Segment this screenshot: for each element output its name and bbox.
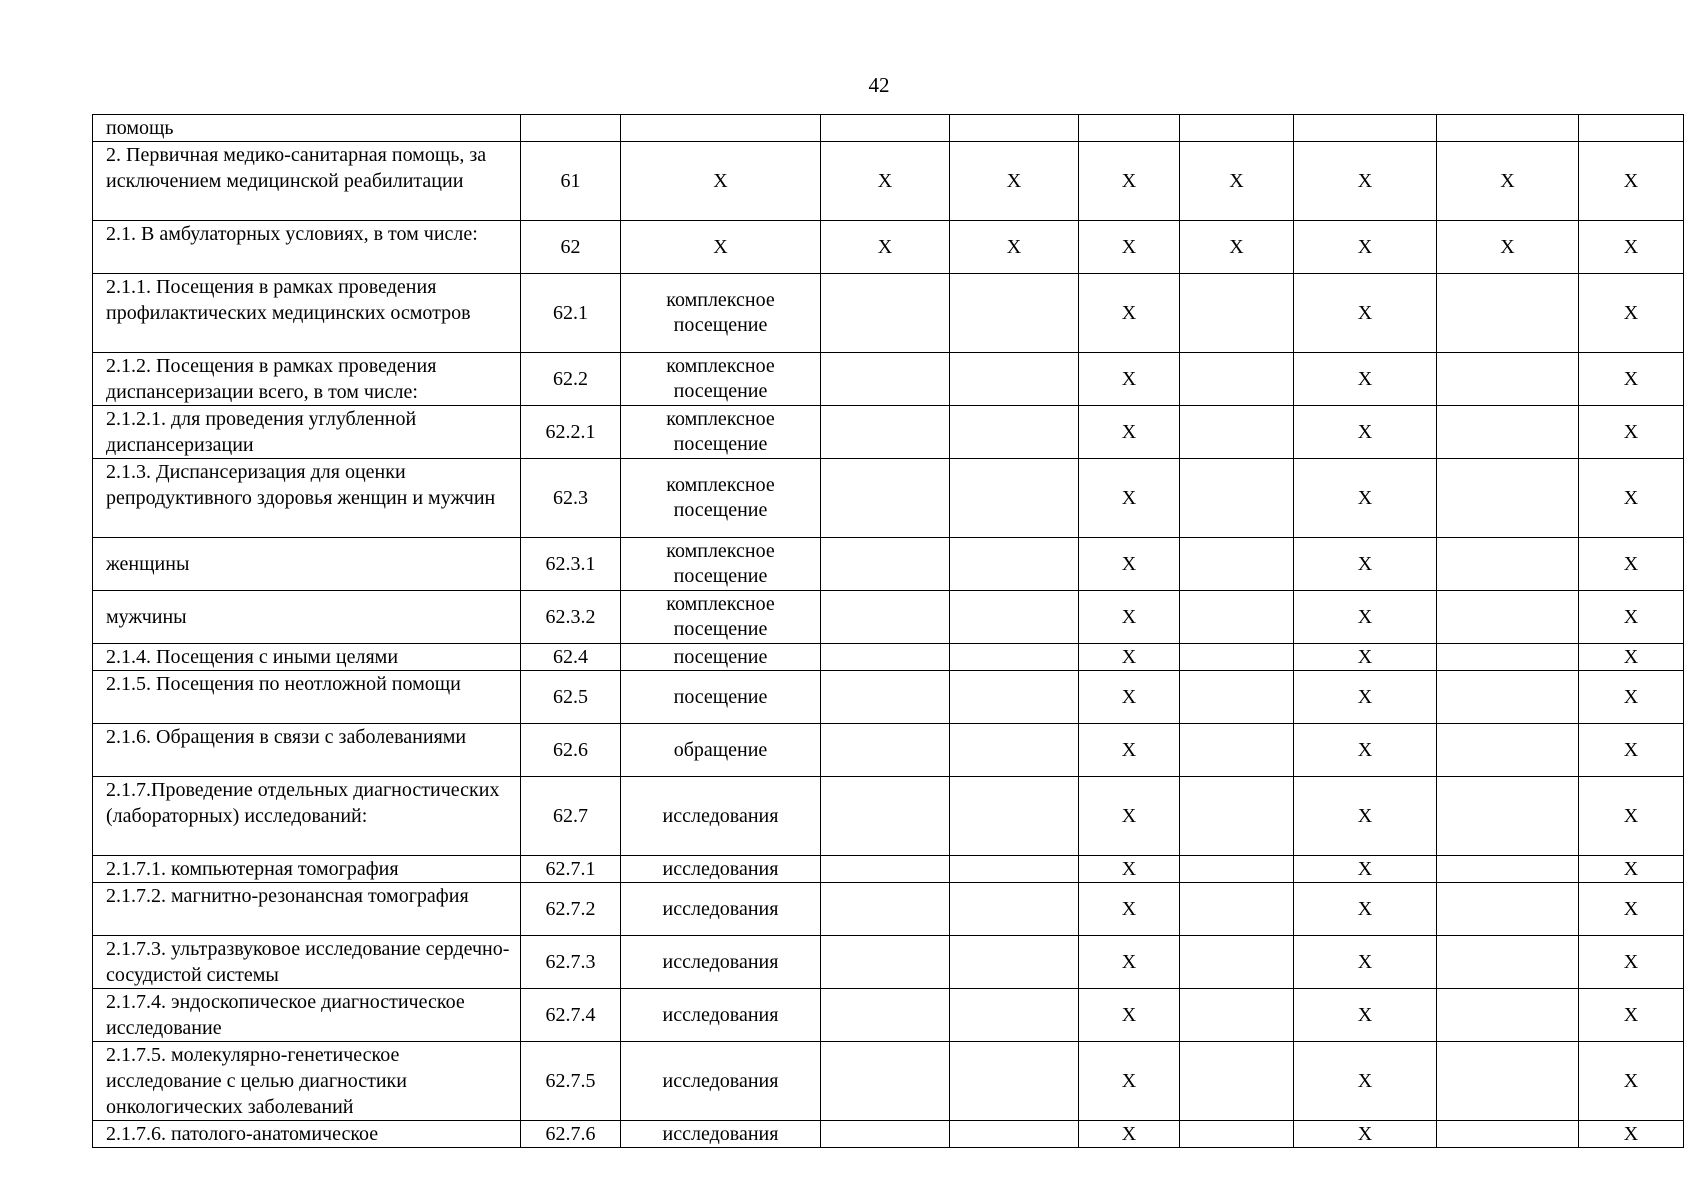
row-value-cell [821,538,950,591]
row-unit-cell: комплексное посещение [621,274,821,353]
row-value-cell [1437,538,1579,591]
row-code-cell: 62.3.2 [521,591,621,644]
row-code-cell: 62.3.1 [521,538,621,591]
table-row [93,142,1684,221]
row-value-cell: Х [1294,459,1437,538]
row-value-cell [821,115,950,142]
row-value-cell: Х [1579,1042,1684,1121]
row-value-cell: Х [821,142,950,221]
row-value-cell [1180,1121,1294,1148]
page-number: 42 [868,73,890,97]
row-value-cell [1180,115,1294,142]
row-value-cell: Х [1579,671,1684,724]
row-value-cell [950,777,1079,856]
row-name-cell: 2.1.3. Диспансеризация для оценки репродуктивного здоровья женщин и мужчин [93,459,521,538]
row-name-cell: 2.1.7.Проведение отдельных диагностических (лабораторных) исследований: [93,777,521,856]
row-value-cell: Х [1294,777,1437,856]
row-name-cell: 2.1.7.5. молекулярно-генетическое исследование с целью диагностики онкологических заболеваний [93,1042,521,1121]
row-value-cell [1437,1042,1579,1121]
row-value-cell: Х [1579,353,1684,406]
table-row [93,538,1684,591]
row-name-cell: женщины [93,538,521,591]
row-value-cell: Х [1294,221,1437,274]
row-value-cell [1180,274,1294,353]
row-value-cell [950,115,1079,142]
row-value-cell: Х [1579,989,1684,1042]
row-code-cell: 62.2 [521,353,621,406]
row-value-cell [1180,989,1294,1042]
row-code-cell: 61 [521,142,621,221]
row-value-cell [821,644,950,671]
row-value-cell: Х [1294,591,1437,644]
row-value-cell [821,777,950,856]
row-name-cell: 2.1.7.2. магнитно-резонансная томография [93,883,521,936]
row-value-cell: Х [1079,142,1180,221]
row-value-cell [1180,777,1294,856]
row-value-cell: Х [1079,724,1180,777]
row-code-cell: 62.7.2 [521,883,621,936]
row-value-cell: Х [1294,989,1437,1042]
row-value-cell: Х [1294,644,1437,671]
row-name-cell: 2.1.7.3. ультразвуковое исследование сердечно-сосудистой системы [93,936,521,989]
row-value-cell [821,936,950,989]
row-value-cell [950,936,1079,989]
row-unit-cell: исследования [621,856,821,883]
row-unit-cell: комплексное посещение [621,406,821,459]
row-value-cell [821,671,950,724]
row-value-cell: Х [1294,856,1437,883]
row-value-cell: Х [1579,936,1684,989]
row-value-cell [1437,883,1579,936]
row-value-cell [1079,115,1180,142]
row-code-cell: 62.7.5 [521,1042,621,1121]
row-code-cell: 62.3 [521,459,621,538]
row-unit-cell: посещение [621,644,821,671]
table-body [93,115,1684,1148]
row-value-cell: Х [950,142,1079,221]
row-value-cell: Х [1437,221,1579,274]
table-row [93,274,1684,353]
row-value-cell [1180,644,1294,671]
row-value-cell [1180,1042,1294,1121]
row-value-cell [950,538,1079,591]
row-value-cell: Х [1294,671,1437,724]
row-code-cell: 62.7.3 [521,936,621,989]
row-name-cell: помощь [93,115,521,142]
row-value-cell [1437,671,1579,724]
row-value-cell [1180,856,1294,883]
row-value-cell [950,353,1079,406]
row-value-cell [1437,591,1579,644]
table-row [93,1042,1684,1121]
row-value-cell: Х [1079,221,1180,274]
row-value-cell [1579,115,1684,142]
row-value-cell: Х [1294,883,1437,936]
row-name-cell: 2.1.2.1. для проведения углубленной диспансеризации [93,406,521,459]
row-code-cell: 62.5 [521,671,621,724]
row-name-cell: 2.1.7.6. патолого-анатомическое [93,1121,521,1148]
row-value-cell [950,591,1079,644]
row-name-cell: 2.1.1. Посещения в рамках проведения профилактических медицинских осмотров [93,274,521,353]
row-value-cell [1180,538,1294,591]
row-unit-cell: исследования [621,936,821,989]
row-code-cell: 62.6 [521,724,621,777]
row-value-cell: Х [950,221,1079,274]
row-value-cell [821,406,950,459]
row-unit-cell [621,115,821,142]
table-row [93,591,1684,644]
row-value-cell: Х [1079,274,1180,353]
row-value-cell: Х [1079,406,1180,459]
row-value-cell: Х [1579,142,1684,221]
row-value-cell: Х [1294,936,1437,989]
row-value-cell: Х [1294,406,1437,459]
row-unit-cell: комплексное посещение [621,353,821,406]
row-value-cell: Х [1294,724,1437,777]
row-value-cell [950,856,1079,883]
row-code-cell: 62.7.6 [521,1121,621,1148]
row-value-cell: Х [1294,353,1437,406]
row-value-cell: Х [1579,591,1684,644]
row-value-cell [821,856,950,883]
table-row [93,459,1684,538]
row-value-cell [1180,591,1294,644]
row-code-cell: 62.1 [521,274,621,353]
row-value-cell: Х [1579,1121,1684,1148]
row-value-cell: Х [1579,459,1684,538]
row-value-cell [1180,459,1294,538]
row-value-cell: Х [1079,538,1180,591]
row-unit-cell: исследования [621,777,821,856]
row-value-cell [1180,406,1294,459]
row-name-cell: 2.1.4. Посещения с иными целями [93,644,521,671]
row-value-cell: Х [1079,671,1180,724]
row-value-cell [821,883,950,936]
table-row [93,671,1684,724]
row-unit-cell: комплексное посещение [621,591,821,644]
row-code-cell: 62.7.4 [521,989,621,1042]
row-value-cell [950,644,1079,671]
row-value-cell [821,1121,950,1148]
row-value-cell: Х [1079,989,1180,1042]
row-unit-cell: комплексное посещение [621,538,821,591]
row-value-cell [1437,936,1579,989]
row-value-cell [1180,724,1294,777]
table-row [93,1121,1684,1148]
row-value-cell [821,591,950,644]
row-value-cell [821,724,950,777]
row-value-cell [1180,936,1294,989]
row-code-cell: 62.7 [521,777,621,856]
table-row [93,221,1684,274]
row-value-cell [1437,459,1579,538]
row-value-cell: Х [1579,221,1684,274]
row-unit-cell: Х [621,142,821,221]
row-value-cell: Х [1579,883,1684,936]
row-value-cell [1437,724,1579,777]
table-row [93,936,1684,989]
row-value-cell [821,459,950,538]
row-value-cell: Х [1579,856,1684,883]
row-value-cell [1437,777,1579,856]
row-value-cell [1437,406,1579,459]
row-code-cell: 62 [521,221,621,274]
row-value-cell: Х [1579,644,1684,671]
data-table [92,114,1684,1148]
row-value-cell: Х [1294,142,1437,221]
row-value-cell: Х [1579,538,1684,591]
row-value-cell [950,671,1079,724]
row-code-cell [521,115,621,142]
row-unit-cell: комплексное посещение [621,459,821,538]
row-value-cell [1437,644,1579,671]
row-value-cell: Х [1294,1042,1437,1121]
table-row [93,406,1684,459]
row-value-cell [821,1042,950,1121]
row-value-cell: Х [1079,1042,1180,1121]
row-value-cell: Х [1079,1121,1180,1148]
row-value-cell [1180,671,1294,724]
table-row [93,115,1684,142]
row-unit-cell: исследования [621,1042,821,1121]
table-row [93,777,1684,856]
row-value-cell: Х [1079,591,1180,644]
row-unit-cell: обращение [621,724,821,777]
row-unit-cell: посещение [621,671,821,724]
row-value-cell: Х [1079,936,1180,989]
row-value-cell [950,883,1079,936]
row-unit-cell: исследования [621,883,821,936]
row-value-cell [821,989,950,1042]
row-value-cell [1437,989,1579,1042]
row-code-cell: 62.2.1 [521,406,621,459]
row-value-cell [1180,353,1294,406]
row-unit-cell: исследования [621,989,821,1042]
table-row [93,353,1684,406]
table-row [93,856,1684,883]
row-value-cell [1437,274,1579,353]
row-value-cell: Х [1294,1121,1437,1148]
table-row [93,724,1684,777]
row-name-cell: 2.1.7.4. эндоскопическое диагностическое исследование [93,989,521,1042]
row-value-cell [821,274,950,353]
row-value-cell: Х [1079,856,1180,883]
row-value-cell: Х [821,221,950,274]
row-name-cell: 2.1.2. Посещения в рамках проведения диспансеризации всего, в том числе: [93,353,521,406]
row-value-cell: Х [1180,142,1294,221]
row-value-cell: Х [1180,221,1294,274]
row-value-cell [950,989,1079,1042]
row-name-cell: мужчины [93,591,521,644]
row-value-cell [1437,856,1579,883]
row-value-cell: Х [1579,724,1684,777]
row-name-cell: 2.1.5. Посещения по неотложной помощи [93,671,521,724]
row-value-cell: Х [1079,459,1180,538]
row-value-cell: Х [1437,142,1579,221]
row-code-cell: 62.7.1 [521,856,621,883]
row-unit-cell: исследования [621,1121,821,1148]
table-row [93,644,1684,671]
table-row [93,989,1684,1042]
row-value-cell: Х [1294,538,1437,591]
row-value-cell: Х [1079,353,1180,406]
row-value-cell [950,1042,1079,1121]
row-value-cell [950,724,1079,777]
row-value-cell: Х [1579,406,1684,459]
row-value-cell: Х [1079,883,1180,936]
row-value-cell: Х [1079,777,1180,856]
row-code-cell: 62.4 [521,644,621,671]
row-value-cell: Х [1294,274,1437,353]
row-value-cell [950,459,1079,538]
row-value-cell [1437,1121,1579,1148]
row-value-cell [821,353,950,406]
row-name-cell: 2. Первичная медико-санитарная помощь, за исключением медицинской реабилитации [93,142,521,221]
row-value-cell: Х [1579,274,1684,353]
table-row [93,883,1684,936]
row-unit-cell: Х [621,221,821,274]
row-value-cell: Х [1079,644,1180,671]
row-value-cell [950,406,1079,459]
row-value-cell [1294,115,1437,142]
row-value-cell [1437,115,1579,142]
row-value-cell [950,274,1079,353]
row-name-cell: 2.1. В амбулаторных условиях, в том числе: [93,221,521,274]
row-value-cell [1437,353,1579,406]
row-name-cell: 2.1.6. Обращения в связи с заболеваниями [93,724,521,777]
row-value-cell: Х [1579,777,1684,856]
row-value-cell [950,1121,1079,1148]
row-value-cell [1180,883,1294,936]
row-name-cell: 2.1.7.1. компьютерная томография [93,856,521,883]
